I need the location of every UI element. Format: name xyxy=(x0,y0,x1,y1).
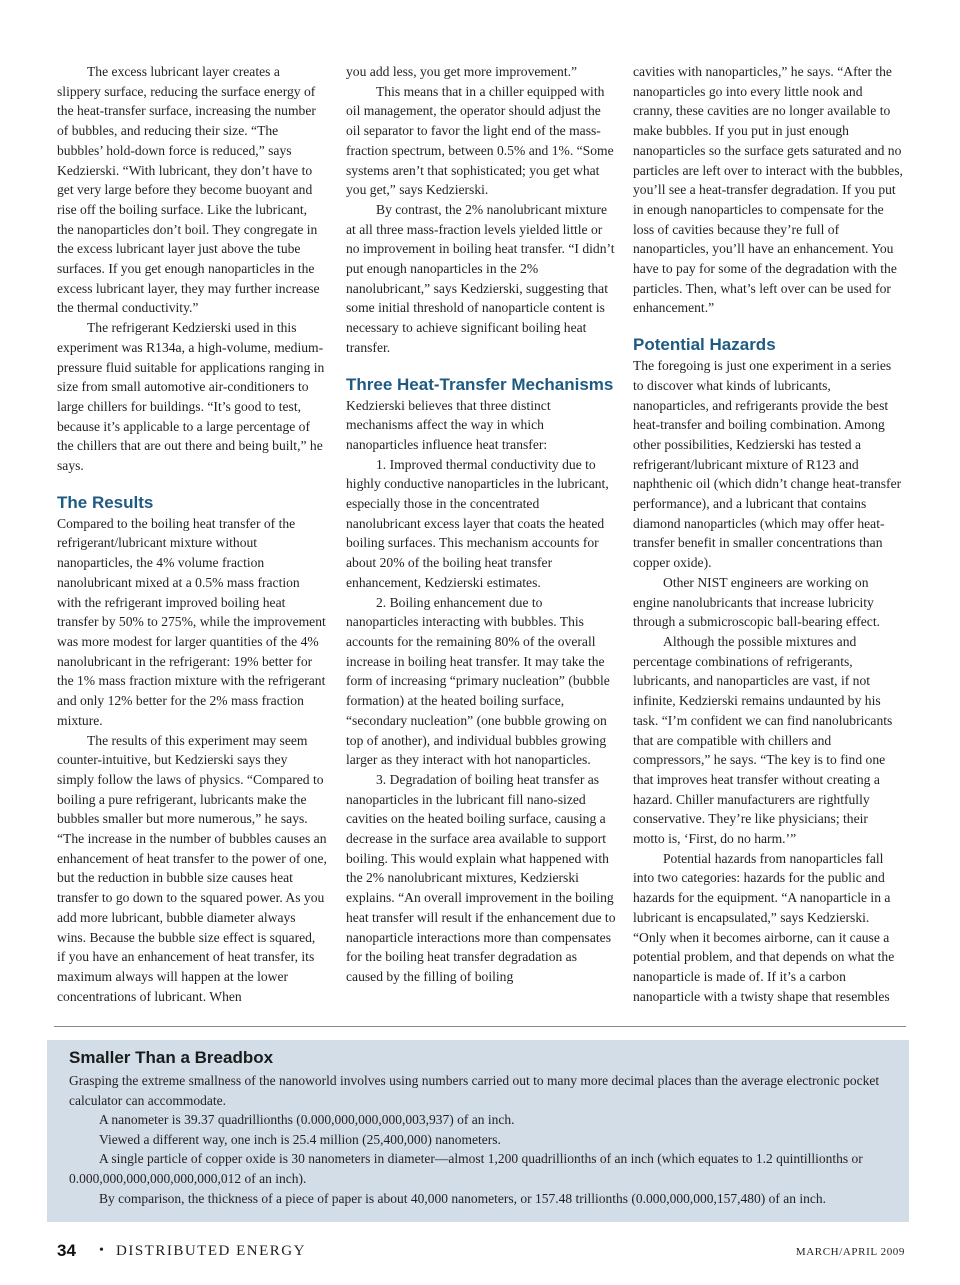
sidebar-paragraph: A single particle of copper oxide is 30 nanometers in diameter—almost 1,200 quadrillionths of an inch (which equates to 1.2 quintillionths or 0.000,000,000,000,000,000,012 of an inch). xyxy=(69,1151,863,1186)
paragraph: The refrigerant Kedzierski used in this experiment was R134a, a high-volume, medium-pressure fluid suitable for applications ranging in size from small automotive air-conditioners to large chillers for buildings. “It’s good to test, because it’s applicable to a large percentage of the chillers that are out there and being built,” he says. xyxy=(57,320,325,474)
issue-date: MARCH/APRIL 2009 xyxy=(795,1246,905,1258)
paragraph: The excess lubricant layer creates a slippery surface, reducing the surface energy of the heat-transfer surface, increasing the number of bubbles, and reducing their size. “The bubbles’ hold-down force is reduced,” says Kedzierski. “With lubricant, they don’t have to get very large before they become buoyant and rise off the boiling surface. Like the lubricant, the nanoparticles don’t boil. They congregate in the excess lubricant layer just above the tube surfaces. If you get enough nanoparticles in the excess lubricant layer, they may further increase the thermal conductivity.” xyxy=(57,64,320,316)
paragraph: The results of this experiment may seem counter-intuitive, but Kedzierski says they simply follow the laws of physics. “Compared to boiling a pure refrigerant, lubricants make the bubbles smaller but more numerous,” he says. “The increase in the number of bubbles causes an enhancement of heat transfer to the power of one, but the reduction in bubble size causes heat transfer to go down to the squared power. As you add more lubricant, bubble diameter always wins. Because the bubble size effect is squared, if you have an enhancement of heat transfer, its maximum always will happen at the lower concentrations of lubricant. When xyxy=(57,732,327,1004)
sidebar-title: Smaller Than a Breadbox xyxy=(69,1048,274,1067)
section-heading-mechanisms: Three Heat-Transfer Mechanisms xyxy=(346,374,614,394)
paragraph: Although the possible mixtures and percentage combinations of refrigerants, lubricants, and nanoparticles are vast, if not infinite, Kedzierski remains undaunted by his task. “I’m confident we can find nanolubricants that are compatible with chillers and compressors,” he says. “The key is to find one that improves heat transfer without creating a hazard. Chiller manufacturers are rightfully conservative. They’re like physicians; their motto is, ‘First, do no harm.’” xyxy=(633,633,893,847)
paragraph: 1. Improved thermal conductivity due to highly conductive nanoparticles in the lubricant, especially those in the concentrated nanolubricant excess layer that coats the heated boiling surfaces. This mechanism accounts for about 20% of the boiling heat transfer enhancement, Kedzierski estimates. xyxy=(346,456,609,590)
paragraph: Kedzierski believes that three distinct mechanisms affect the way in which nanoparticles influence heat transfer: xyxy=(346,397,551,452)
paragraph: This means that in a chiller equipped with oil management, the operator should adjust the oil separator to favor the light end of the mass-fraction spectrum, between 0.5% and 1%. “Some systems aren’t that sophisticated; you get what you get,” says Kedzierski. xyxy=(346,83,614,198)
sidebar-paragraph: A nanometer is 39.37 quadrillionths (0.000,000,000,000,003,937) of an inch. xyxy=(99,1112,515,1128)
divider xyxy=(54,1026,906,1027)
paragraph: The foregoing is just one experiment in a series to discover what kinds of lubricants, nanoparticles, and refrigerants provide the best heat-transfer and boiling combination. Among other possibilities, Kedzierski has tested a refrigerant/lubricant mixture of R123 and naphthenic oil (which didn’t change heat-transfer performance), and a lubricant that contains diamond nanoparticles (which may offer heat-transfer benefit in smaller concentrations than copper oxide). xyxy=(633,358,902,571)
column-3 xyxy=(633,62,903,1006)
paragraph: 3. Degradation of boiling heat transfer as nanoparticles in the lubricant fill nano-sized cavities on the heated boiling surface, causing a decrease in the surface area available to support boiling. This would explain what happened with the 2% nanolubricant mixtures, Kedzierski explains. “An overall improvement in the boiling heat transfer will result if the enhancement due to nanoparticle interactions more than compensates for the boiling heat transfer degradation as caused by the filling of boiling xyxy=(346,771,616,984)
paragraph: Other NIST engineers are working on engine nanolubricants that increase lubricity through a submicroscopic ball-bearing effect. xyxy=(633,574,880,630)
paragraph: 2. Boiling enhancement due to nanoparticles interacting with bubbles. This accounts for the remaining 80% of the overall increase in boiling heat transfer. It may take the form of increasing “primary nucleation” (bubble formation) at the heated boiling surface, “secondary nucleation” (one bubble growing on top of another), and individual bubbles growing larger as they interact with hot nanoparticles. xyxy=(346,594,610,768)
section-heading-results: The Results xyxy=(57,492,154,512)
footer-separator: • xyxy=(99,1243,104,1258)
page-number: 34 xyxy=(57,1241,76,1260)
section-heading-hazards: Potential Hazards xyxy=(633,335,776,355)
page-footer xyxy=(57,1240,905,1264)
paragraph: Potential hazards from nanoparticles fall into two categories: hazards for the public and hazards for the equipment. “A nanoparticle in a lubricant is encapsulated,” says Kedzierski. “Only when it becomes airborne, can it cause a potential problem, and that depends on what the nanoparticle is made of. If it’s a carbon nanoparticle with a twisty shape that resembles xyxy=(633,850,895,1004)
magazine-name: DISTRIBUTED ENERGY xyxy=(116,1243,306,1259)
sidebar-paragraph: By comparison, the thickness of a piece of paper is about 40,000 nanometers, or 157.48 trillionths (0.000,000,000,157,480) of an inch. xyxy=(99,1190,826,1206)
paragraph: By contrast, the 2% nanolubricant mixture at all three mass-fraction levels yielded little or no improvement in boiling heat transfer. “I didn’t put enough nanoparticles in the 2% nanolubricant,” says Kedzierski, suggesting that some initial threshold of nanoparticle content is necessary to achieve significant boiling heat transfer. xyxy=(346,201,615,355)
sidebar-box xyxy=(47,1040,909,1222)
sidebar-paragraph: Grasping the extreme smallness of the nanoworld involves using numbers carried out to many more decimal places than the average electronic pocket calculator can accommodate. xyxy=(69,1073,880,1108)
paragraph: you add less, you get more improvement.” xyxy=(346,64,578,79)
paragraph: Compared to the boiling heat transfer of the refrigerant/lubricant mixture without nanoparticles, the 4% volume fraction nanolubricant mixed at a 0.5% mass fraction with the refrigerant improved boiling heat transfer by 50% to 275%, while the improvement was more modest for larger quantities of the 4% nanolubricant in the refrigerant: 19% better for the 1% mass fraction mixture with the refrigerant and only 12% better for the 2% mass fraction mixture. xyxy=(57,515,326,728)
paragraph: cavities with nanoparticles,” he says. “After the nanoparticles go into every little nook and cranny, these cavities are no longer available to make bubbles. If you put in just enough nanoparticles so the surface gets saturated and no particles are left over to interact with the bubbles, you’ll see a heat-transfer degradation. If you put in enough nanoparticles to compensate for the loss of cavities because they’re full of nanoparticles, you’ll have an enhancement. You have to pay for some of the degradation with the particles. Then, what’s left over can be used for enhancement.” xyxy=(633,64,903,316)
column-2 xyxy=(346,62,616,987)
column-1 xyxy=(57,62,327,1006)
sidebar-paragraph: Viewed a different way, one inch is 25.4 million (25,400,000) nanometers. xyxy=(99,1131,501,1147)
